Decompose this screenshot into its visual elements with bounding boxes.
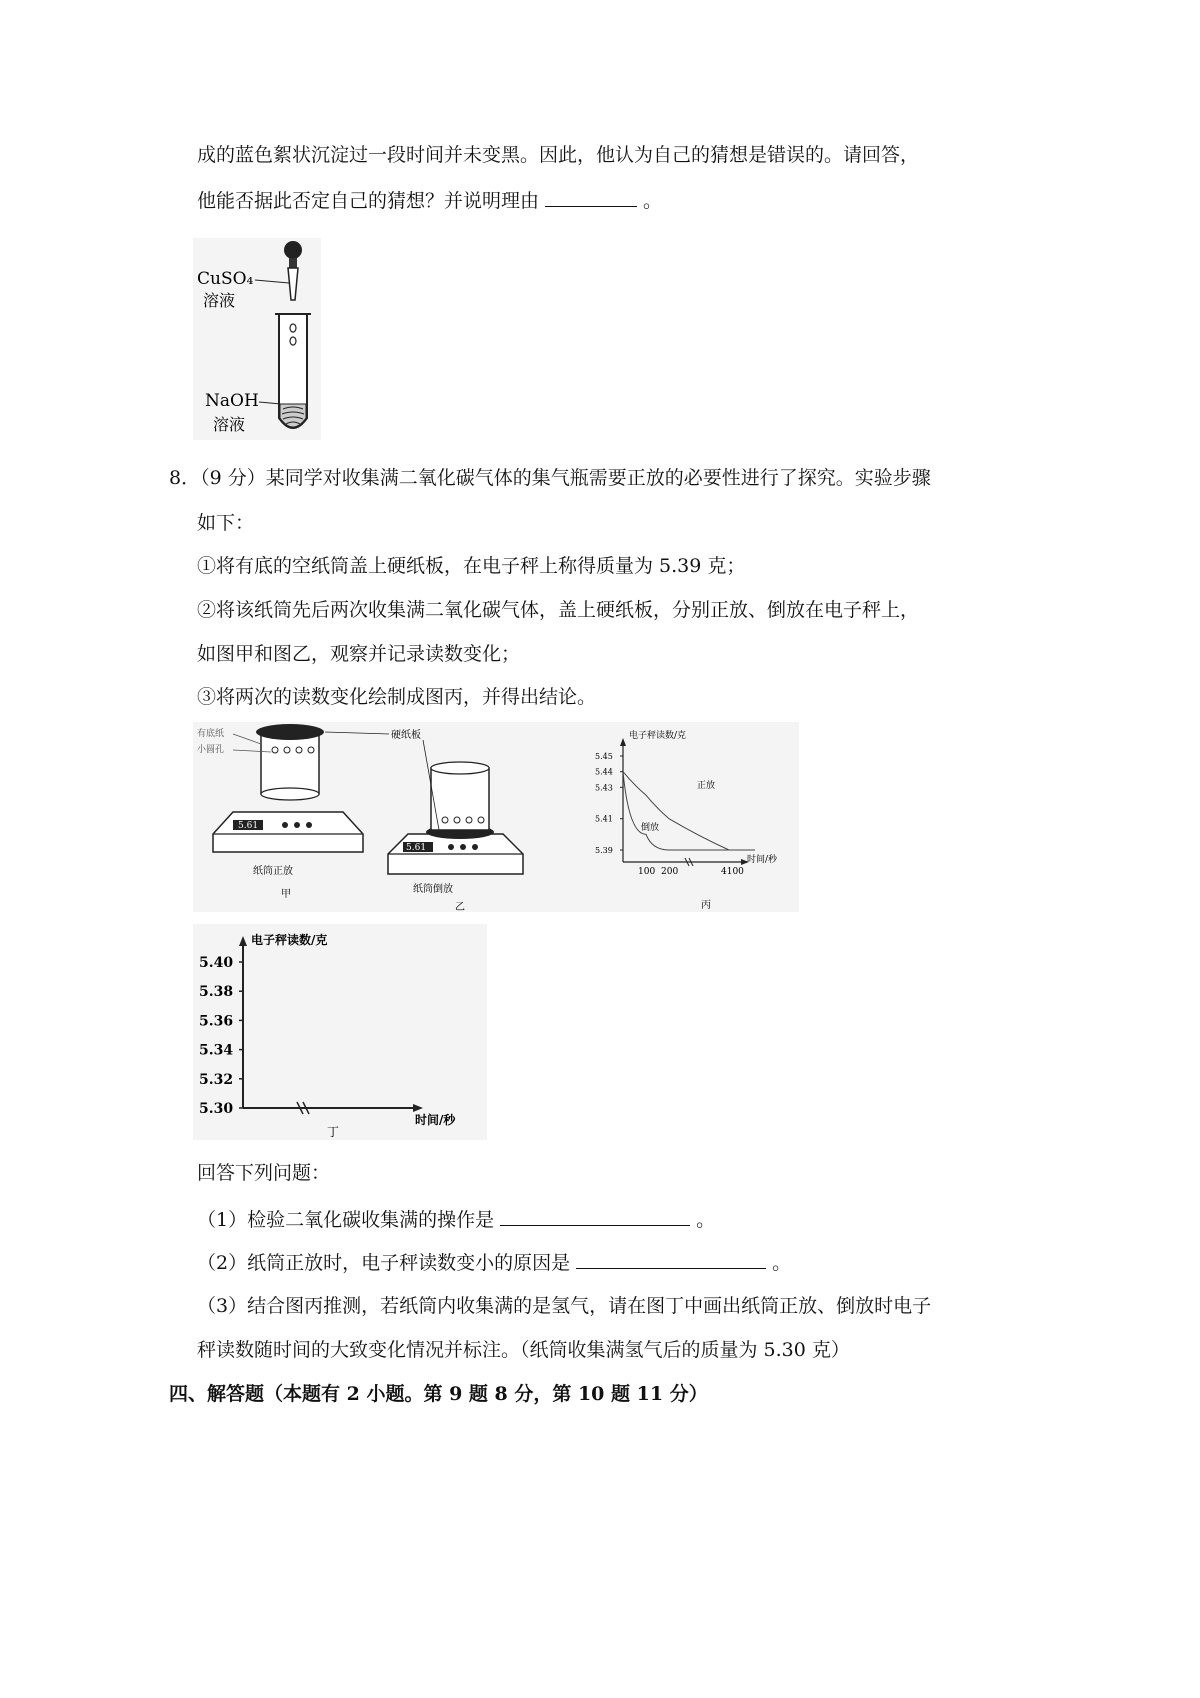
q8-header: 8．（9 分）某同学对收集满二氧化碳气体的集气瓶需要正放的必要性进行了探究。实验步骤 xyxy=(169,467,931,489)
naoh-label: NaOH xyxy=(205,391,259,411)
label-ding: 丁 xyxy=(327,1125,340,1139)
chart-ding-ytick-label: 5.40 xyxy=(199,955,234,971)
dropper-tube-icon xyxy=(288,268,298,300)
paper-cylinder-a-icon xyxy=(256,724,324,800)
display-b: 5.61 xyxy=(406,843,427,853)
note-label-2: 小圆孔 xyxy=(197,745,225,755)
chart-ding-ylabel: 电子秤读数/克 xyxy=(251,933,328,947)
intro-line-2 xyxy=(197,186,662,215)
dropper-bulb-icon xyxy=(284,241,302,259)
chart-ding-xlabel: 时间/秒 xyxy=(415,1113,456,1127)
question-3-cont: 秤读数随时间的大致变化情况并标注。（纸筒收集满氢气后的质量为 5.30 克） xyxy=(197,1339,850,1361)
question-2-text: （2）纸筒正放时，电子秤读数变小的原因是 xyxy=(197,1252,571,1274)
q8-header-cont: 如下： xyxy=(197,512,255,534)
intro-line-2-text: 他能否据此否定自己的猜想？并说明理由 xyxy=(197,190,540,212)
curve-inverted-label: 倒放 xyxy=(641,823,660,833)
caption-a: 纸筒正放 xyxy=(253,866,293,877)
scale-a-icon xyxy=(213,812,363,852)
question-3: （3）结合图丙推测，若纸筒内收集满的是氢气，请在图丁中画出纸筒正放、倒放时电子 xyxy=(197,1295,932,1317)
label-jia: 甲 xyxy=(281,889,291,900)
question-1 xyxy=(197,1205,715,1234)
q8-step-2: ②将该纸筒先后两次收集满二氧化碳气体，盖上硬纸板，分别正放、倒放在电子秤上， xyxy=(197,599,920,621)
intro-line-2-end: 。 xyxy=(643,190,663,212)
chart-bing-xtick-label: 200 xyxy=(661,867,679,877)
question-2 xyxy=(197,1248,791,1277)
chart-ding-ytick-label: 5.34 xyxy=(199,1042,234,1059)
cuso4-solution-label: 溶液 xyxy=(203,291,236,310)
cuso4-leader-line xyxy=(255,280,289,283)
naoh-solution-label: 溶液 xyxy=(213,415,246,434)
chart-bing-xtick-label: 4100 xyxy=(721,867,744,877)
chart-bing-xlabel: 时间/秒 xyxy=(747,855,778,865)
chart-bing-ytick-label: 5.43 xyxy=(595,783,613,793)
chart-bing-ytick-label: 5.45 xyxy=(595,752,613,761)
section-4-title: 四、解答题（本题有 2 小题。第 9 题 8 分，第 10 题 11 分） xyxy=(169,1383,708,1405)
answer-blank-q1[interactable] xyxy=(500,1205,690,1226)
chart-ding-ytick-label: 5.38 xyxy=(199,984,234,1001)
label-bing: 丙 xyxy=(701,900,711,911)
q8-step-1: ①将有底的空纸筒盖上硬纸板，在电子秤上称得质量为 5.39 克； xyxy=(197,555,746,577)
paper-cylinder-b-icon xyxy=(426,762,494,839)
test-tube-figure xyxy=(193,238,321,440)
experiment-diagram xyxy=(193,722,799,912)
q8-step-3: ③将两次的读数变化绘制成图丙，并得出结论。 xyxy=(197,686,597,708)
chart-ding-ytick-label: 5.32 xyxy=(199,1071,234,1088)
curve-upright-label: 正放 xyxy=(697,781,716,791)
naoh-leader-line xyxy=(259,402,281,404)
test-tube-diagram xyxy=(193,238,321,440)
chart-bing-xtick-label: 100 xyxy=(638,867,656,877)
display-a: 5.61 xyxy=(238,821,259,831)
question-2-end: 。 xyxy=(772,1252,792,1274)
answer-blank-q2[interactable] xyxy=(576,1248,766,1269)
cardboard-label: 硬纸板 xyxy=(391,730,421,741)
chart-bing-series-upright-line xyxy=(623,772,755,850)
dropper-neck-icon xyxy=(289,258,297,268)
chart-ding-ytick-label: 5.30 xyxy=(199,1101,234,1117)
label-yi: 乙 xyxy=(455,902,465,912)
experiment-figure-row xyxy=(193,722,799,912)
chart-bing-ytick-label: 5.41 xyxy=(595,814,613,824)
q8-step-2-cont: 如图甲和图乙，观察并记录读数变化； xyxy=(197,643,521,665)
note-label-1: 有底纸 xyxy=(197,729,225,739)
question-1-end: 。 xyxy=(696,1209,716,1231)
caption-b: 纸筒倒放 xyxy=(413,884,453,895)
chart-ding-ytick-label: 5.36 xyxy=(199,1013,234,1030)
questions-prompt: 回答下列问题： xyxy=(197,1162,331,1184)
chart-bing-series-inverted-line xyxy=(623,772,755,850)
chart-bing-ytick-label: 5.44 xyxy=(595,767,613,777)
answer-blank-intro[interactable] xyxy=(545,186,637,207)
chart-ding-figure xyxy=(193,924,487,1140)
cuso4-label: CuSO₄ xyxy=(197,269,254,289)
question-1-text: （1）检验二氧化碳收集满的操作是 xyxy=(197,1209,495,1231)
chart-bing-ytick-label: 5.39 xyxy=(595,846,613,855)
chart-ding[interactable] xyxy=(193,924,487,1140)
intro-line-1: 成的蓝色絮状沉淀过一段时间并未变黑。因此，他认为自己的猜想是错误的。请回答， xyxy=(197,144,920,166)
chart-bing xyxy=(595,729,778,911)
scale-b-icon xyxy=(388,834,523,874)
chart-bing-ylabel: 电子秤读数/克 xyxy=(629,731,687,741)
